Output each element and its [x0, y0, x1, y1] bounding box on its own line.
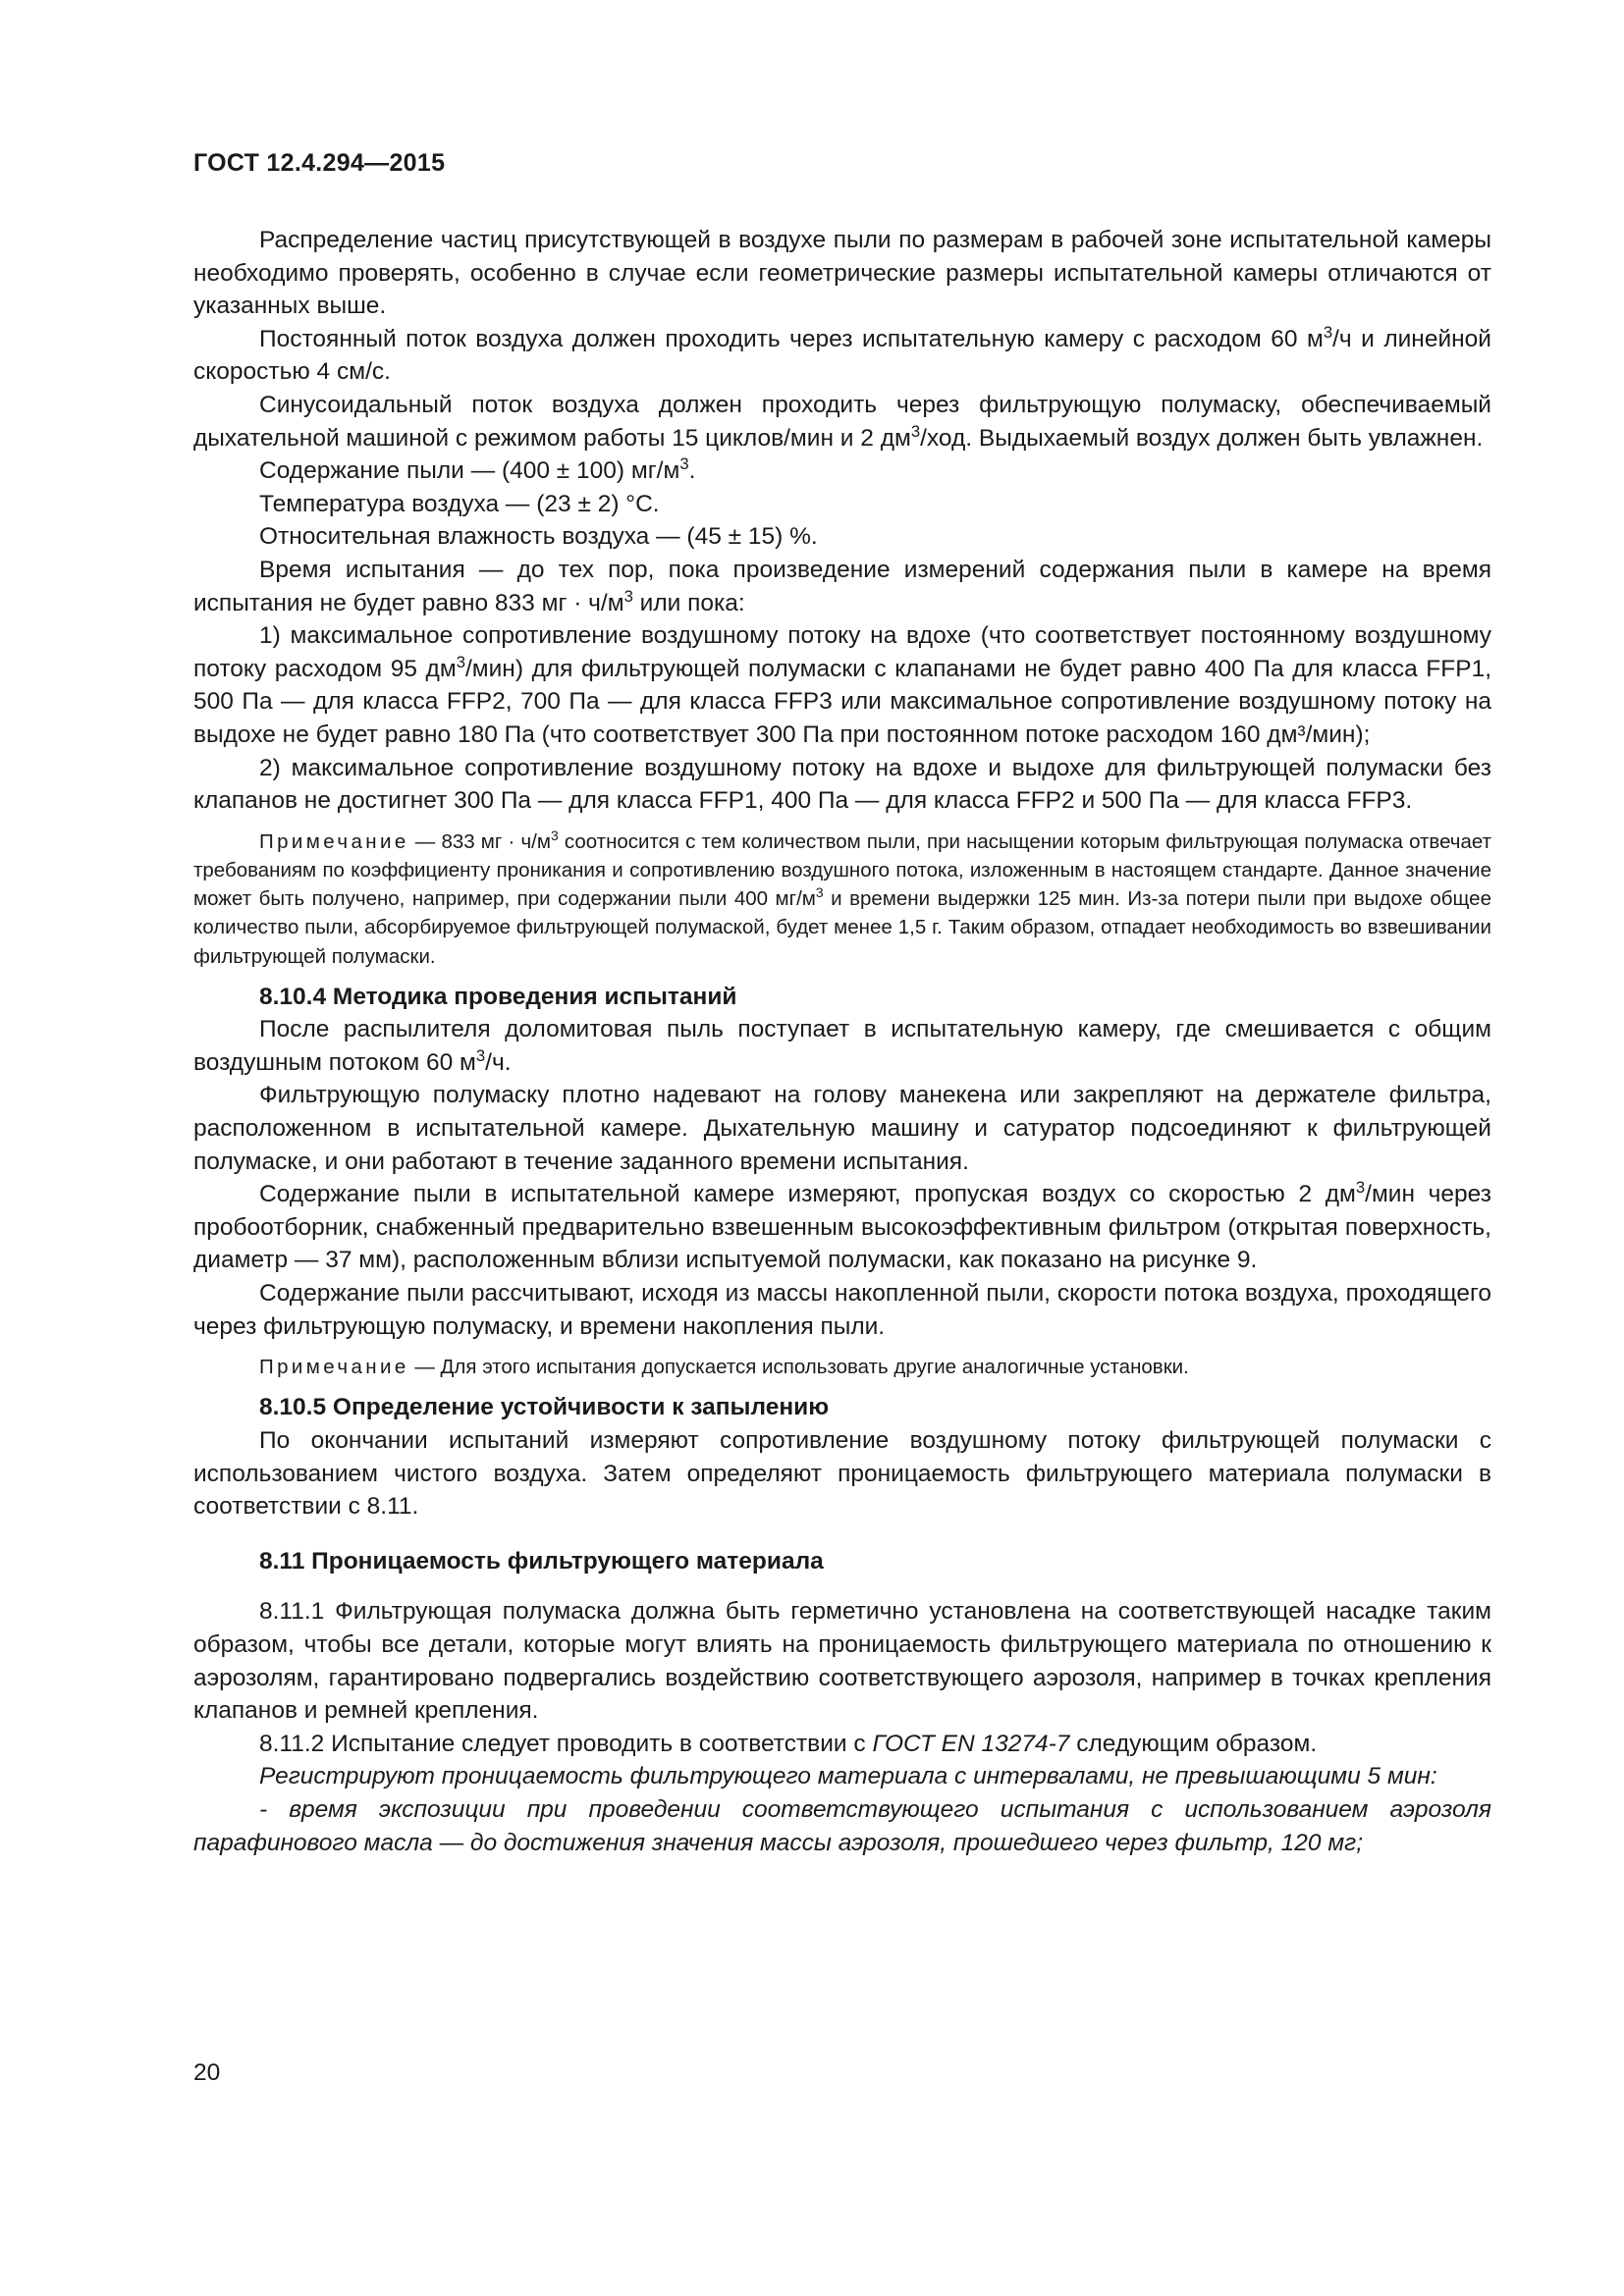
document-code-header: ГОСТ 12.4.294—2015	[193, 149, 446, 177]
paragraph: Содержание пыли — (400 ± 100) $мг/м^3$.	[259, 454, 696, 485]
paragraph: Относительная влажность воздуха — (45 ± 15) %.	[259, 523, 818, 551]
paragraph: Постоянный поток воздуха должен проходить через испытательную камеру с расходом 60 $м^3/ч$ и линейной скоростью 4 см/с.	[193, 322, 1491, 386]
paragraph: Температура воздуха — (23 ± 2) °С.	[259, 490, 660, 517]
paragraph: Синусоидальный поток воздуха должен проходить через фильтрующую полумаску, обеспечиваемый дыхательной машиной с режимом работы 15 циклов/мин и 2 $дм^3$/ход. Выдыхаемый воздух должен быть увлажнен.	[193, 391, 1491, 452]
paragraph: 8.11.2 Испытание следует проводить в соответствии с ГОСТ EN 13274-7 следующим образом.	[259, 1730, 1318, 1757]
note-label: Примечание	[259, 1356, 409, 1379]
paragraph: Содержание пыли в испытательной камере измеряют, пропуская воздух со скоростью 2 $дм^3$/мин через пробоотборник, снабженный предварительно взвешенным высокоэффективным фильтром (открытая поверхность, диаметр — 37 мм), расположенным вблизи испытуемой полумаски, как показано на рисунке 9.	[193, 1178, 1491, 1274]
document-body	[193, 224, 1491, 1859]
standard-reference: ГОСТ EN 13274-7	[872, 1730, 1070, 1757]
paragraph: - время экспозиции при проведении соответствующего испытания с использованием аэрозоля парафинового масла — до достижения значения массы аэрозоля, прошедшего через фильтр, 120 мг;	[193, 1795, 1491, 1856]
section-heading: 8.11 Проницаемость фильтрующего материала	[259, 1547, 824, 1575]
paragraph: Регистрируют проницаемость фильтрующего материала с интервалами, не превышающими 5 мин:	[259, 1763, 1437, 1790]
section-heading: 8.10.5 Определение устойчивости к запылению	[259, 1394, 830, 1421]
paragraph: Фильтрующую полумаску плотно надевают на голову манекена или закрепляют на держателе фильтра, расположенном в испытательной камере. Дыхательную машину и сатуратор подсоединяют к фильтрующей полумаске, и они работают в течение заданного времени испытания.	[193, 1082, 1491, 1175]
paragraph: Содержание пыли рассчитывают, исходя из массы накопленной пыли, скорости потока воздуха, проходящего через фильтрующую полумаску, и времени накопления пыли.	[193, 1280, 1491, 1340]
paragraph: Распределение частиц присутствующей в воздухе пыли по размерам в рабочей зоне испытательной камеры необходимо проверять, особенно в случае если геометрические размеры испытательной камеры отличаются от указанных выше.	[193, 227, 1491, 320]
paragraph: 1) максимальное сопротивление воздушному потоку на вдохе (что соответствует постоянному воздушному потоку расходом 95 $дм^3/мин$) для фильтрующей полумаски с клапанами не будет равно 400 Па для класса FFP1, 500 Па — для класса FFP2, 700 Па — для класса FFP3 или максимальное сопротивление воздушному потоку на выдохе не будет равно 180 Па (что соответствует 300 Па при постоянном потоке расходом 160 дм³/мин);	[193, 622, 1491, 748]
note: Примечание — Для этого испытания допускается использовать другие аналогичные установки.	[259, 1356, 1189, 1379]
section-heading: 8.10.4 Методика проведения испытаний	[259, 983, 737, 1010]
note: Примечание — 833 мг · $ч/м^3$ соотносится с тем количеством пыли, при насыщении которым фильтрующая полумаска отвечает требованиям по коэффициенту проникания и сопротивлению воздушного потока, изложенным в настоящем стандарте. Данное значение может быть получено, например, при содержании пыли 400 $мг/м^3$ и времени выдержки 125 мин. Из-за потери пыли при выдохе общее количество пыли, абсорбируемое фильтрующей полумаской, будет менее 1,5 г. Таким образом, отпадает необходимость во взвешивании фильтрующей полумаски.	[193, 827, 1491, 968]
paragraph: 2) максимальное сопротивление воздушному потоку на вдохе и выдохе для фильтрующей полумаски без клапанов не достигнет 300 Па — для класса FFP1, 400 Па — для класса FFP2 и 500 Па — для класса FFP3.	[193, 754, 1491, 815]
paragraph: 8.11.1 Фильтрующая полумаска должна быть герметично установлена на соответствующей насадке таким образом, чтобы все детали, которые могут влиять на проницаемость фильтрующего материала по отношению к аэрозолям, гарантировано подвергались воздействию соответствующего аэрозоля, например в точках крепления клапанов и ремней крепления.	[193, 1598, 1491, 1725]
note-label: Примечание	[259, 829, 409, 853]
paragraph: По окончании испытаний измеряют сопротивление воздушному потоку фильтрующей полумаски с использованием чистого воздуха. Затем определяют проницаемость фильтрующего материала полумаски в соответствии с 8.11.	[193, 1427, 1491, 1521]
paragraph: После распылителя доломитовая пыль поступает в испытательную камеру, где смешивается с общим воздушным потоком 60 $м^3/ч$.	[193, 1016, 1491, 1076]
page-number: 20	[193, 2059, 221, 2086]
paragraph: Время испытания — до тех пор, пока произведение измерений содержания пыли в камере на время испытания не будет равно 833 мг · $ч/м^3$ или пока:	[193, 556, 1491, 616]
